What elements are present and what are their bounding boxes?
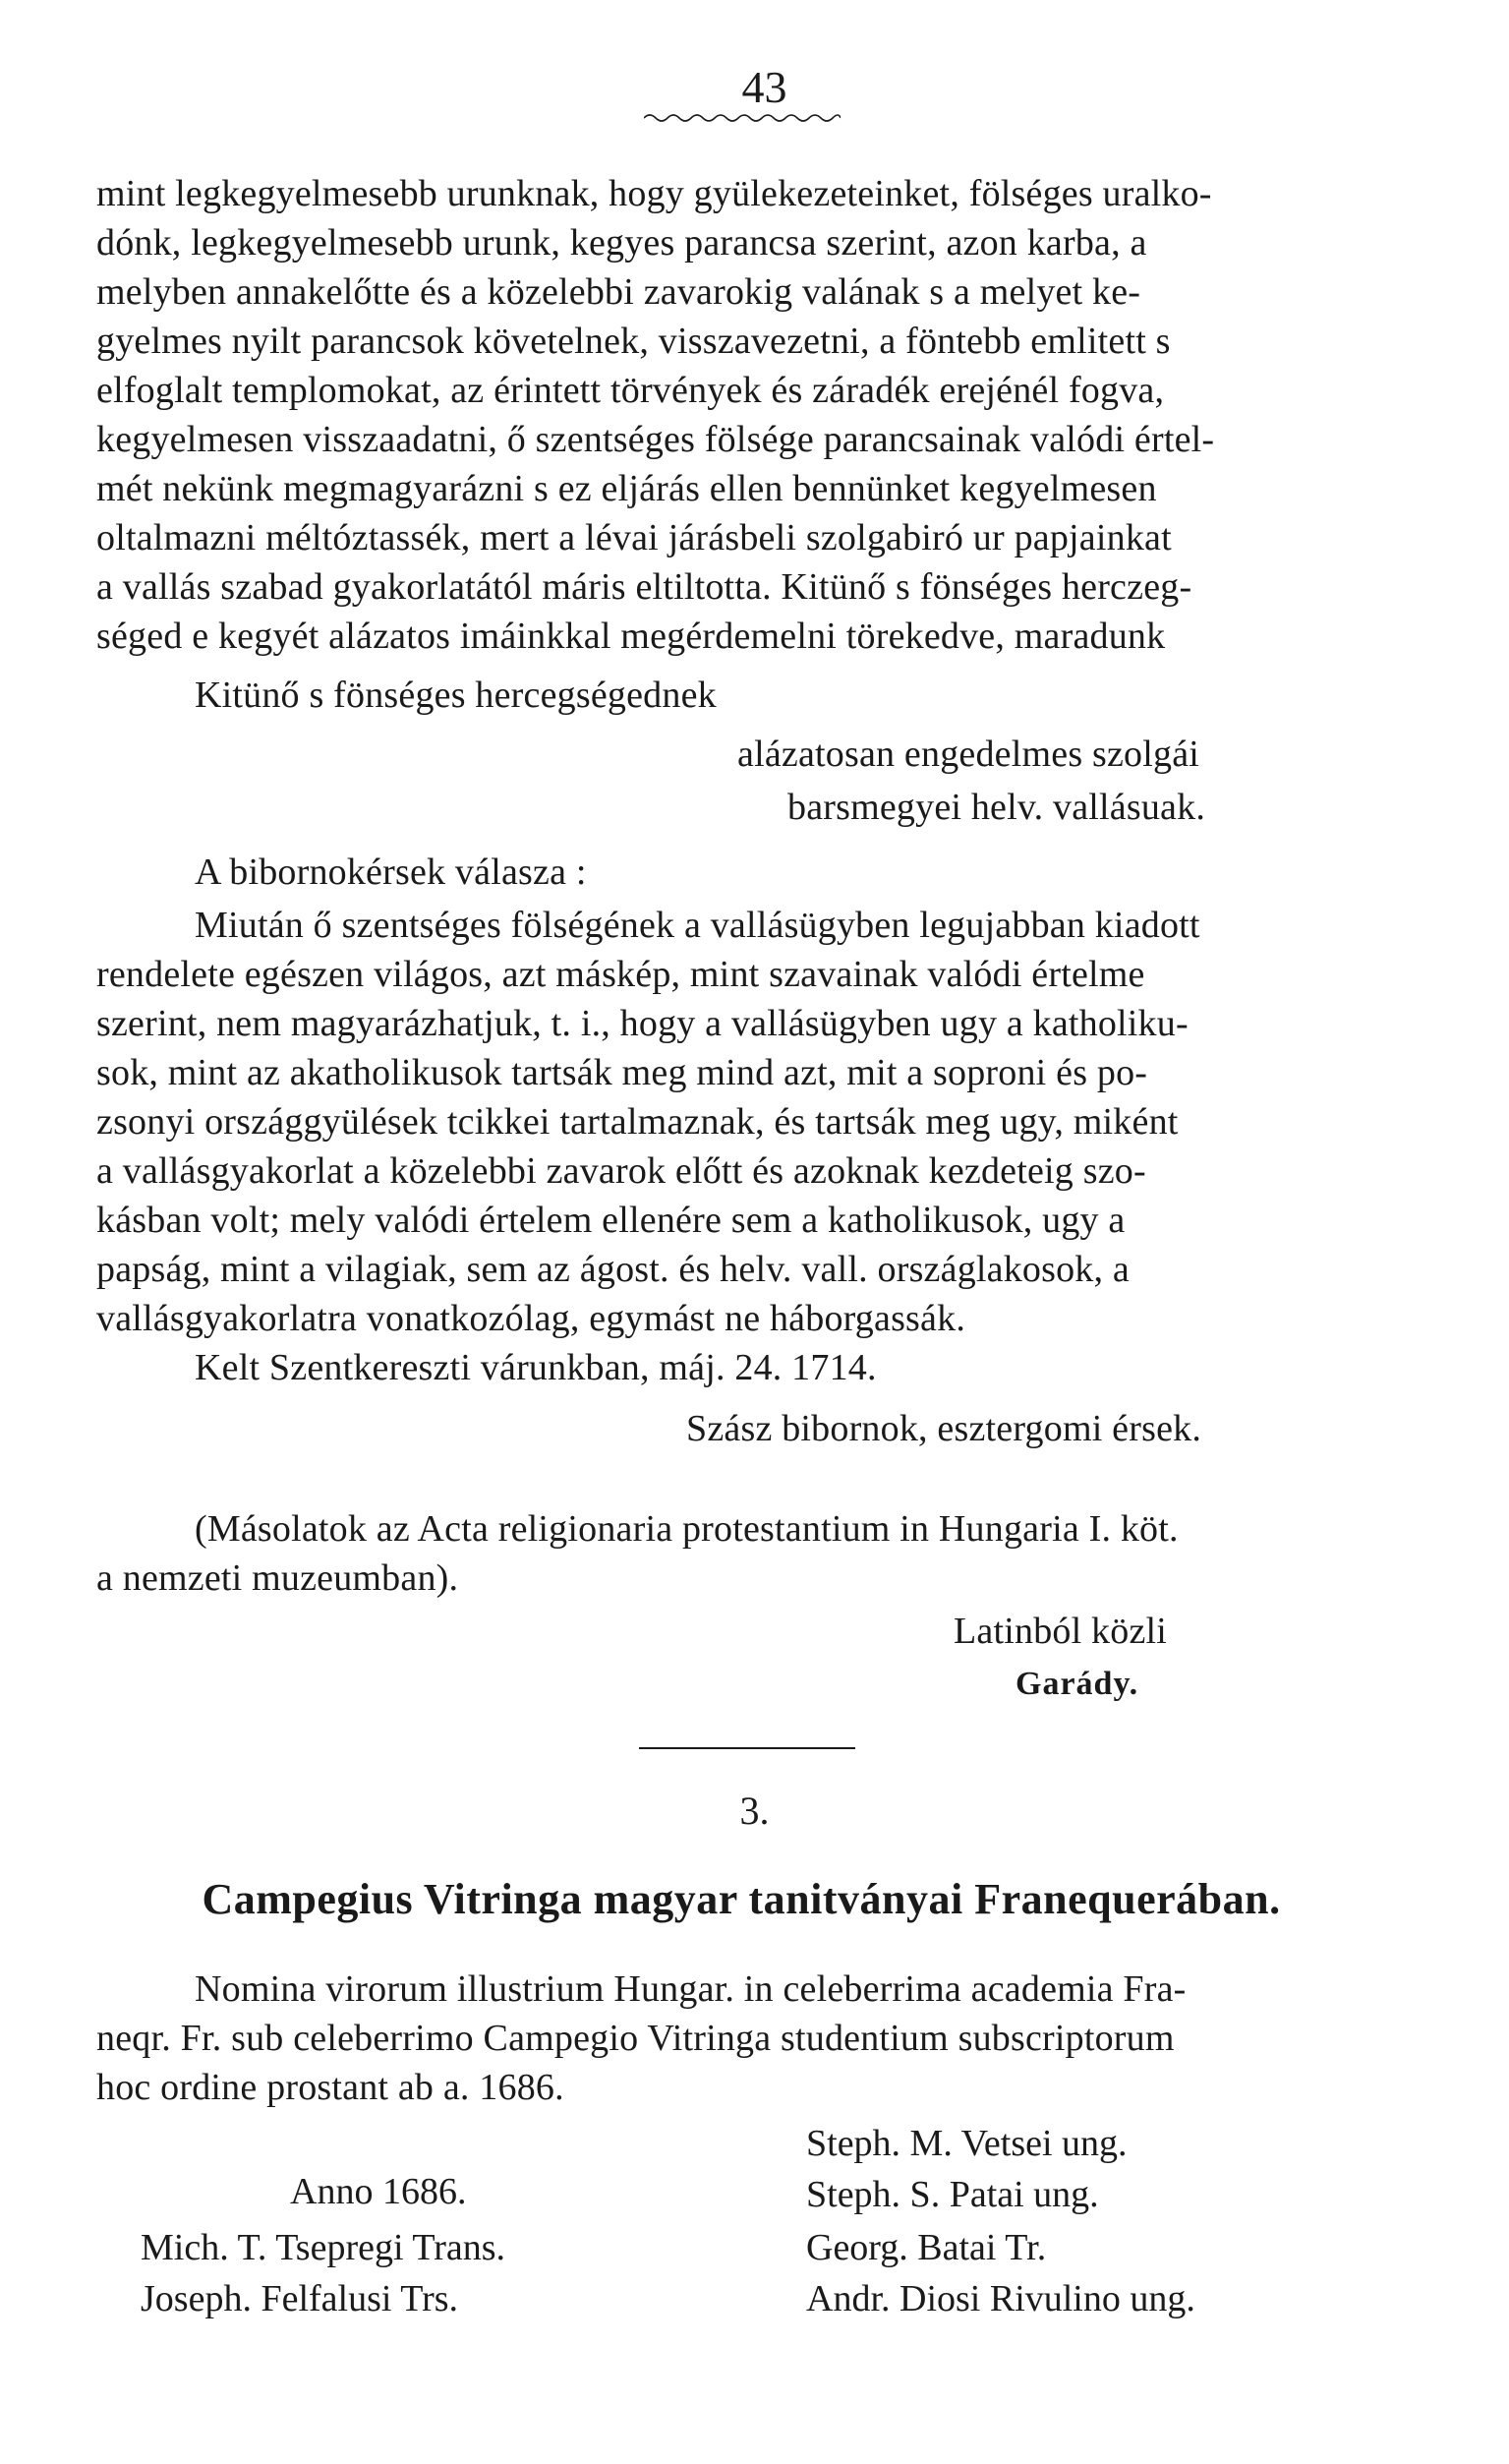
source-note — [96, 1504, 1386, 1603]
reply-line: vallásgyakorlatra vonatkozólag, egymást ne háborgassák. — [96, 1298, 966, 1339]
letter-line: a vallás szabad gyakorlatától máris eltiltotta. Kitünő s fönséges herczeg- — [96, 566, 1192, 608]
letter-signature-line-2: barsmegyei helv. vallásuak. — [787, 787, 1206, 828]
reply-line: sok, mint az akatholikusok tartsák meg mind azt, mit a soproni és po- — [96, 1052, 1148, 1093]
section-title: Campegius Vitringa magyar tanitványai Franequerában. — [202, 1875, 1281, 1923]
reply-signature: Szász bibornok, esztergomi érsek. — [686, 1408, 1202, 1449]
right-name-entry: Andr. Diosi Rivulino ung. — [806, 2278, 1195, 2319]
letter-line: dónk, legkegyelmesebb urunk, kegyes parancsa szerint, azon karba, a — [96, 222, 1147, 264]
intro-line: Nomina virorum illustrium Hungar. in celeberrima academia Fra- — [195, 1968, 1187, 2010]
page-number: 43 — [741, 62, 787, 112]
reply-line: a vallásgyakorlat a közelebbi zavarok előtt és azoknak kezdeteig szo- — [96, 1150, 1146, 1192]
letter-line: elfoglalt templomokat, az érintett törvények és záradék erejénél fogva, — [96, 370, 1165, 411]
letter-section — [96, 169, 1386, 832]
letter-line: gyelmes nyilt parancsok követelnek, visszavezetni, a föntebb emlitett s — [96, 321, 1171, 362]
translator-credit — [96, 1607, 1386, 1709]
left-name-entry: Joseph. Felfalusi Trs. — [141, 2278, 459, 2319]
right-name-entry: Steph. M. Vetsei ung. — [806, 2123, 1128, 2164]
reply-line: zsonyi országgyülések tcikkei tartalmaznak, és tartsák meg ugy, miként — [96, 1101, 1179, 1143]
letter-signature-line-1: alázatosan engedelmes szolgái — [737, 733, 1200, 775]
letter-line: mét nekünk megmagyarázni s ez eljárás ellen bennünket kegyelmesen — [96, 468, 1157, 509]
intro-line: neqr. Fr. sub celeberrimo Campegio Vitringa studentium subscriptorum — [96, 2018, 1175, 2059]
left-name-entry: Mich. T. Tsepregi Trans. — [141, 2227, 506, 2268]
reply-line: papság, mint a vilagiak, sem az ágost. és helv. vall. országlakosok, a — [96, 1249, 1130, 1290]
letter-closing: Kitünő s fönséges hercegségednek — [195, 675, 717, 716]
source-note-line-1: (Másolatok az Acta religionaria protestantium in Hungaria I. köt. — [195, 1508, 1179, 1550]
reply-line: Miután ő szentséges fölségének a vallásügyben legujabban kiadott — [195, 905, 1200, 946]
letter-line: oltalmazni méltóztassék, mert a lévai járásbeli szolgabiró ur papjainkat — [96, 517, 1172, 558]
source-note-line-2: a nemzeti muzeumban). — [96, 1557, 459, 1599]
reply-section — [96, 848, 1386, 1453]
reply-line: szerint, nem magyarázhatjuk, t. i., hogy a vallásügyben ugy a katholiku- — [96, 1003, 1189, 1044]
reply-line: kásban volt; mely valódi értelem ellenére sem a katholikusok, ugy a — [96, 1200, 1126, 1241]
letter-line: melyben annakelőtte és a közelebbi zavarokig valának s a melyet ke- — [96, 271, 1141, 313]
letter-line: kegyelmesen visszaadatni, ő szentséges fölsége parancsainak valódi értel- — [96, 419, 1215, 460]
section-divider — [639, 1747, 855, 1749]
translator-line: Latinból közli — [954, 1611, 1168, 1652]
year-heading: Anno 1686. — [290, 2171, 467, 2212]
wavy-rule-ornament — [644, 110, 841, 126]
intro-line: hoc ordine prostant ab a. 1686. — [96, 2067, 564, 2108]
reply-heading: A bibornokérsek válasza : — [195, 851, 587, 893]
reply-dateline: Kelt Szentkereszti várunkban, máj. 24. 1714. — [195, 1347, 877, 1388]
right-name-entry: Steph. S. Patai ung. — [806, 2174, 1099, 2215]
section-number: 3. — [739, 1789, 770, 1833]
translator-name: Garády. — [1016, 1666, 1139, 1702]
reply-line: rendelete egészen világos, azt máskép, mint szavainak valódi értelme — [96, 954, 1145, 995]
right-name-entry: Georg. Batai Tr. — [806, 2227, 1047, 2268]
letter-line: mint legkegyelmesebb urunknak, hogy gyülekezeteinket, fölséges uralko- — [96, 173, 1212, 214]
section-intro — [96, 1965, 1386, 2112]
letter-line: séged e kegyét alázatos imáinkkal megérdemelni törekedve, maradunk — [96, 616, 1166, 657]
